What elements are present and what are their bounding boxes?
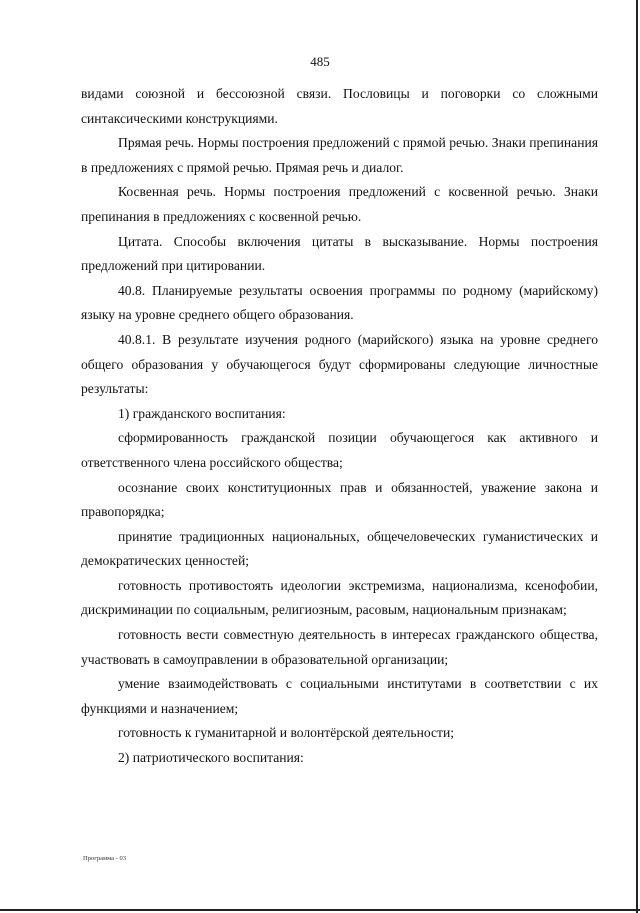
scan-border-right [636, 0, 638, 913]
list-heading: 2) патриотического воспитания: [118, 750, 304, 766]
list-item: готовность вести совместную деятельность в интересах гражданского общества, участвовать в самоуправлении в образовательной организации; [81, 627, 598, 667]
list-heading: 1) гражданского воспитания: [118, 405, 286, 421]
list-item: умение взаимодействовать с социальными институтами в соответствии с их функциями и назначением; [81, 676, 598, 716]
list-item: осознание своих конституционных прав и обязанностей, уважение закона и правопорядка; [81, 479, 598, 520]
section-heading: 40.8. Планируемые результаты освоения программы по родному (марийскому) языку на уровне среднего общего образования. [81, 282, 598, 323]
footer-label: Программа - 03 [83, 855, 126, 862]
paragraph: Прямая речь. Нормы построения предложений с прямой речью. Знаки препинания в предложениях с прямой речью. Прямая речь и диалог. [81, 135, 598, 175]
scan-border-bottom [0, 909, 640, 911]
list-item: сформированность гражданской позиции обучающегося как активного и ответственного члена российского общества; [81, 430, 598, 470]
body-text [81, 82, 598, 771]
paragraph: Цитата. Способы включения цитаты в высказывание. Нормы построения предложений при цитировании. [81, 233, 598, 274]
paragraph: 40.8.1. В результате изучения родного (марийского) языка на уровне среднего общего образования у обучающегося будут сформированы следующие личностные результаты: [81, 331, 598, 397]
paragraph: видами союзной и бессоюзной связи. Пословицы и поговорки со сложными синтаксическими конструкциями. [81, 86, 598, 126]
list-item: готовность к гуманитарной и волонтёрской деятельности; [118, 725, 455, 741]
list-item: принятие традиционных национальных, общечеловеческих гуманистических и демократических ценностей; [81, 528, 598, 569]
list-item: готовность противостоять идеологии экстремизма, национализма, ксенофобии, дискриминации по социальным, религиозным, расовым, национальным признакам; [81, 577, 598, 618]
paragraph: Косвенная речь. Нормы построения предложений с косвенной речью. Знаки препинания в предложениях с косвенной речью. [81, 184, 598, 224]
page-number: 485 [310, 54, 330, 69]
